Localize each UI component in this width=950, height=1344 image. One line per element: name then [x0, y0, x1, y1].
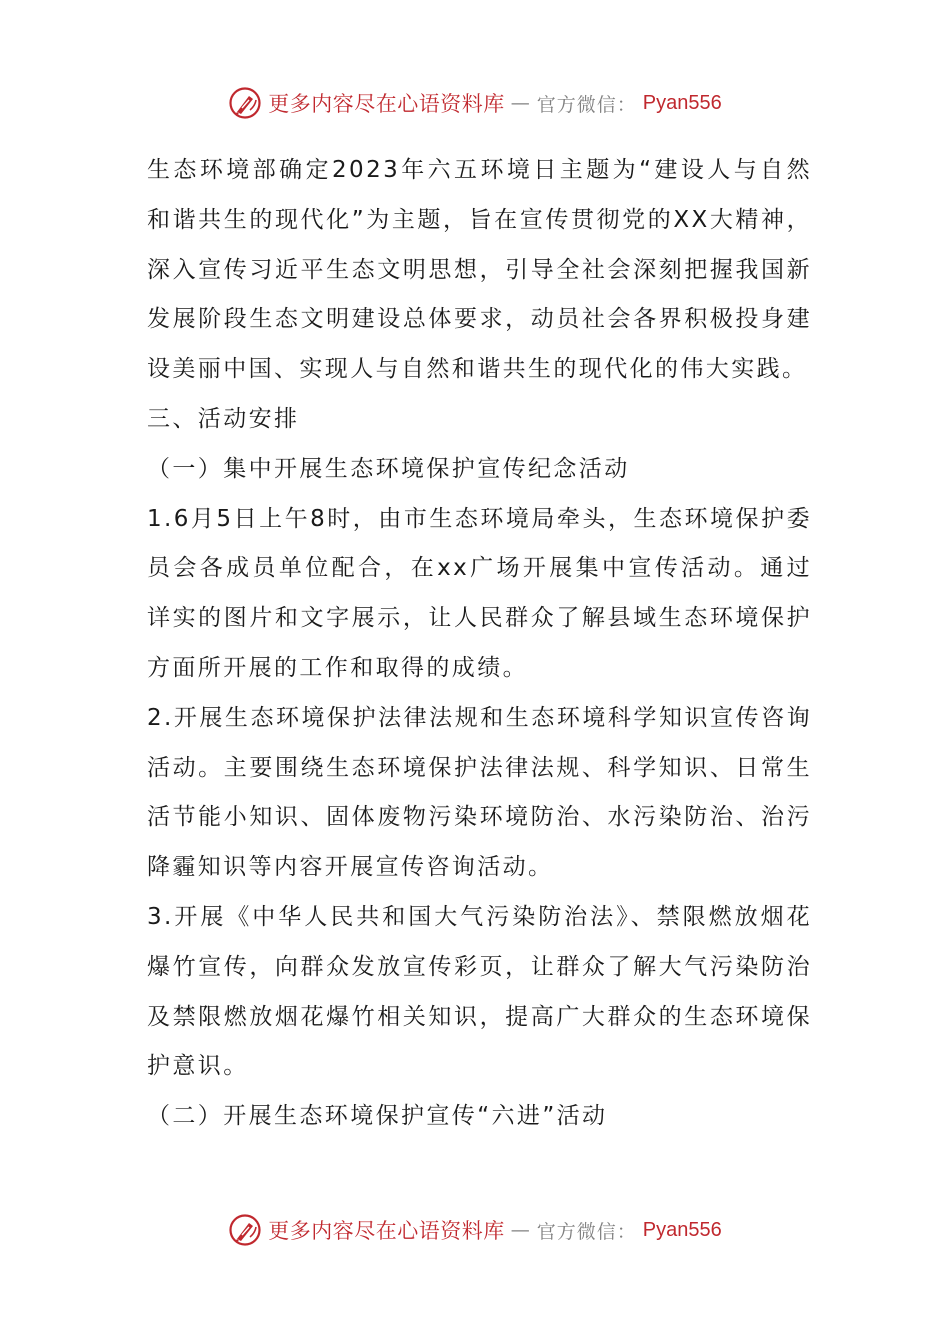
pen-nib-logo-icon	[228, 1213, 262, 1247]
banner-dash: —	[510, 1219, 531, 1241]
banner-wechat-label: 官方微信：	[536, 1220, 637, 1243]
list-item-1: 1.6月5日上午8时，由市生态环境局牵头，生态环境保护委员会各成员单位配合，在xx广场开展集中宣传活动。通过详实的图片和文字展示，让人民群众了解县域生态环境保护方面所开展的工作和取得的成绩。	[147, 505, 812, 681]
intro-paragraph: 生态环境部确定2023年六五环境日主题为“建设人与自然和谐共生的现代化”为主题，旨在宣传贯彻党的XX大精神，深入宣传习近平生态文明思想，引导全社会深刻把握我国新发展阶段生态文明建设总体要求，动员社会各界积极投身建设美丽中国、实现人与自然和谐共生的现代化的伟大实践。	[147, 157, 812, 383]
banner-dash: —	[510, 92, 531, 114]
footer-banner	[0, 1210, 950, 1250]
banner-wechat-id: Pyan556	[642, 91, 722, 114]
banner-main-text: 更多内容尽在心语资料库	[268, 1219, 505, 1243]
banner-wechat-id: Pyan556	[642, 1218, 722, 1241]
banner-main-text: 更多内容尽在心语资料库	[268, 92, 505, 116]
list-item-2: 2.开展生态环境保护法律法规和生态环境科学知识宣传咨询活动。主要围绕生态环境保护法律法规、科学知识、日常生活节能小知识、固体废物污染环境防治、水污染防治、治污降霾知识等内容开展宣传咨询活动。	[147, 704, 812, 881]
header-banner	[0, 83, 950, 123]
banner-wechat-label: 官方微信：	[536, 93, 637, 116]
subsection-heading: （一）集中开展生态环境保护宣传纪念活动	[147, 455, 630, 482]
pen-nib-logo-icon	[228, 86, 262, 120]
document-body	[147, 146, 812, 1142]
section-heading: 三、活动安排	[147, 405, 300, 432]
list-item-3: 3.开展《中华人民共和国大气污染防治法》、禁限燃放烟花爆竹宣传，向群众发放宣传彩页，让群众了解大气污染防治及禁限燃放烟花爆竹相关知识，提高广大群众的生态环境保护意识。	[147, 903, 812, 1080]
subsection-heading-2: （二）开展生态环境保护宣传“六进”活动	[147, 1103, 608, 1130]
